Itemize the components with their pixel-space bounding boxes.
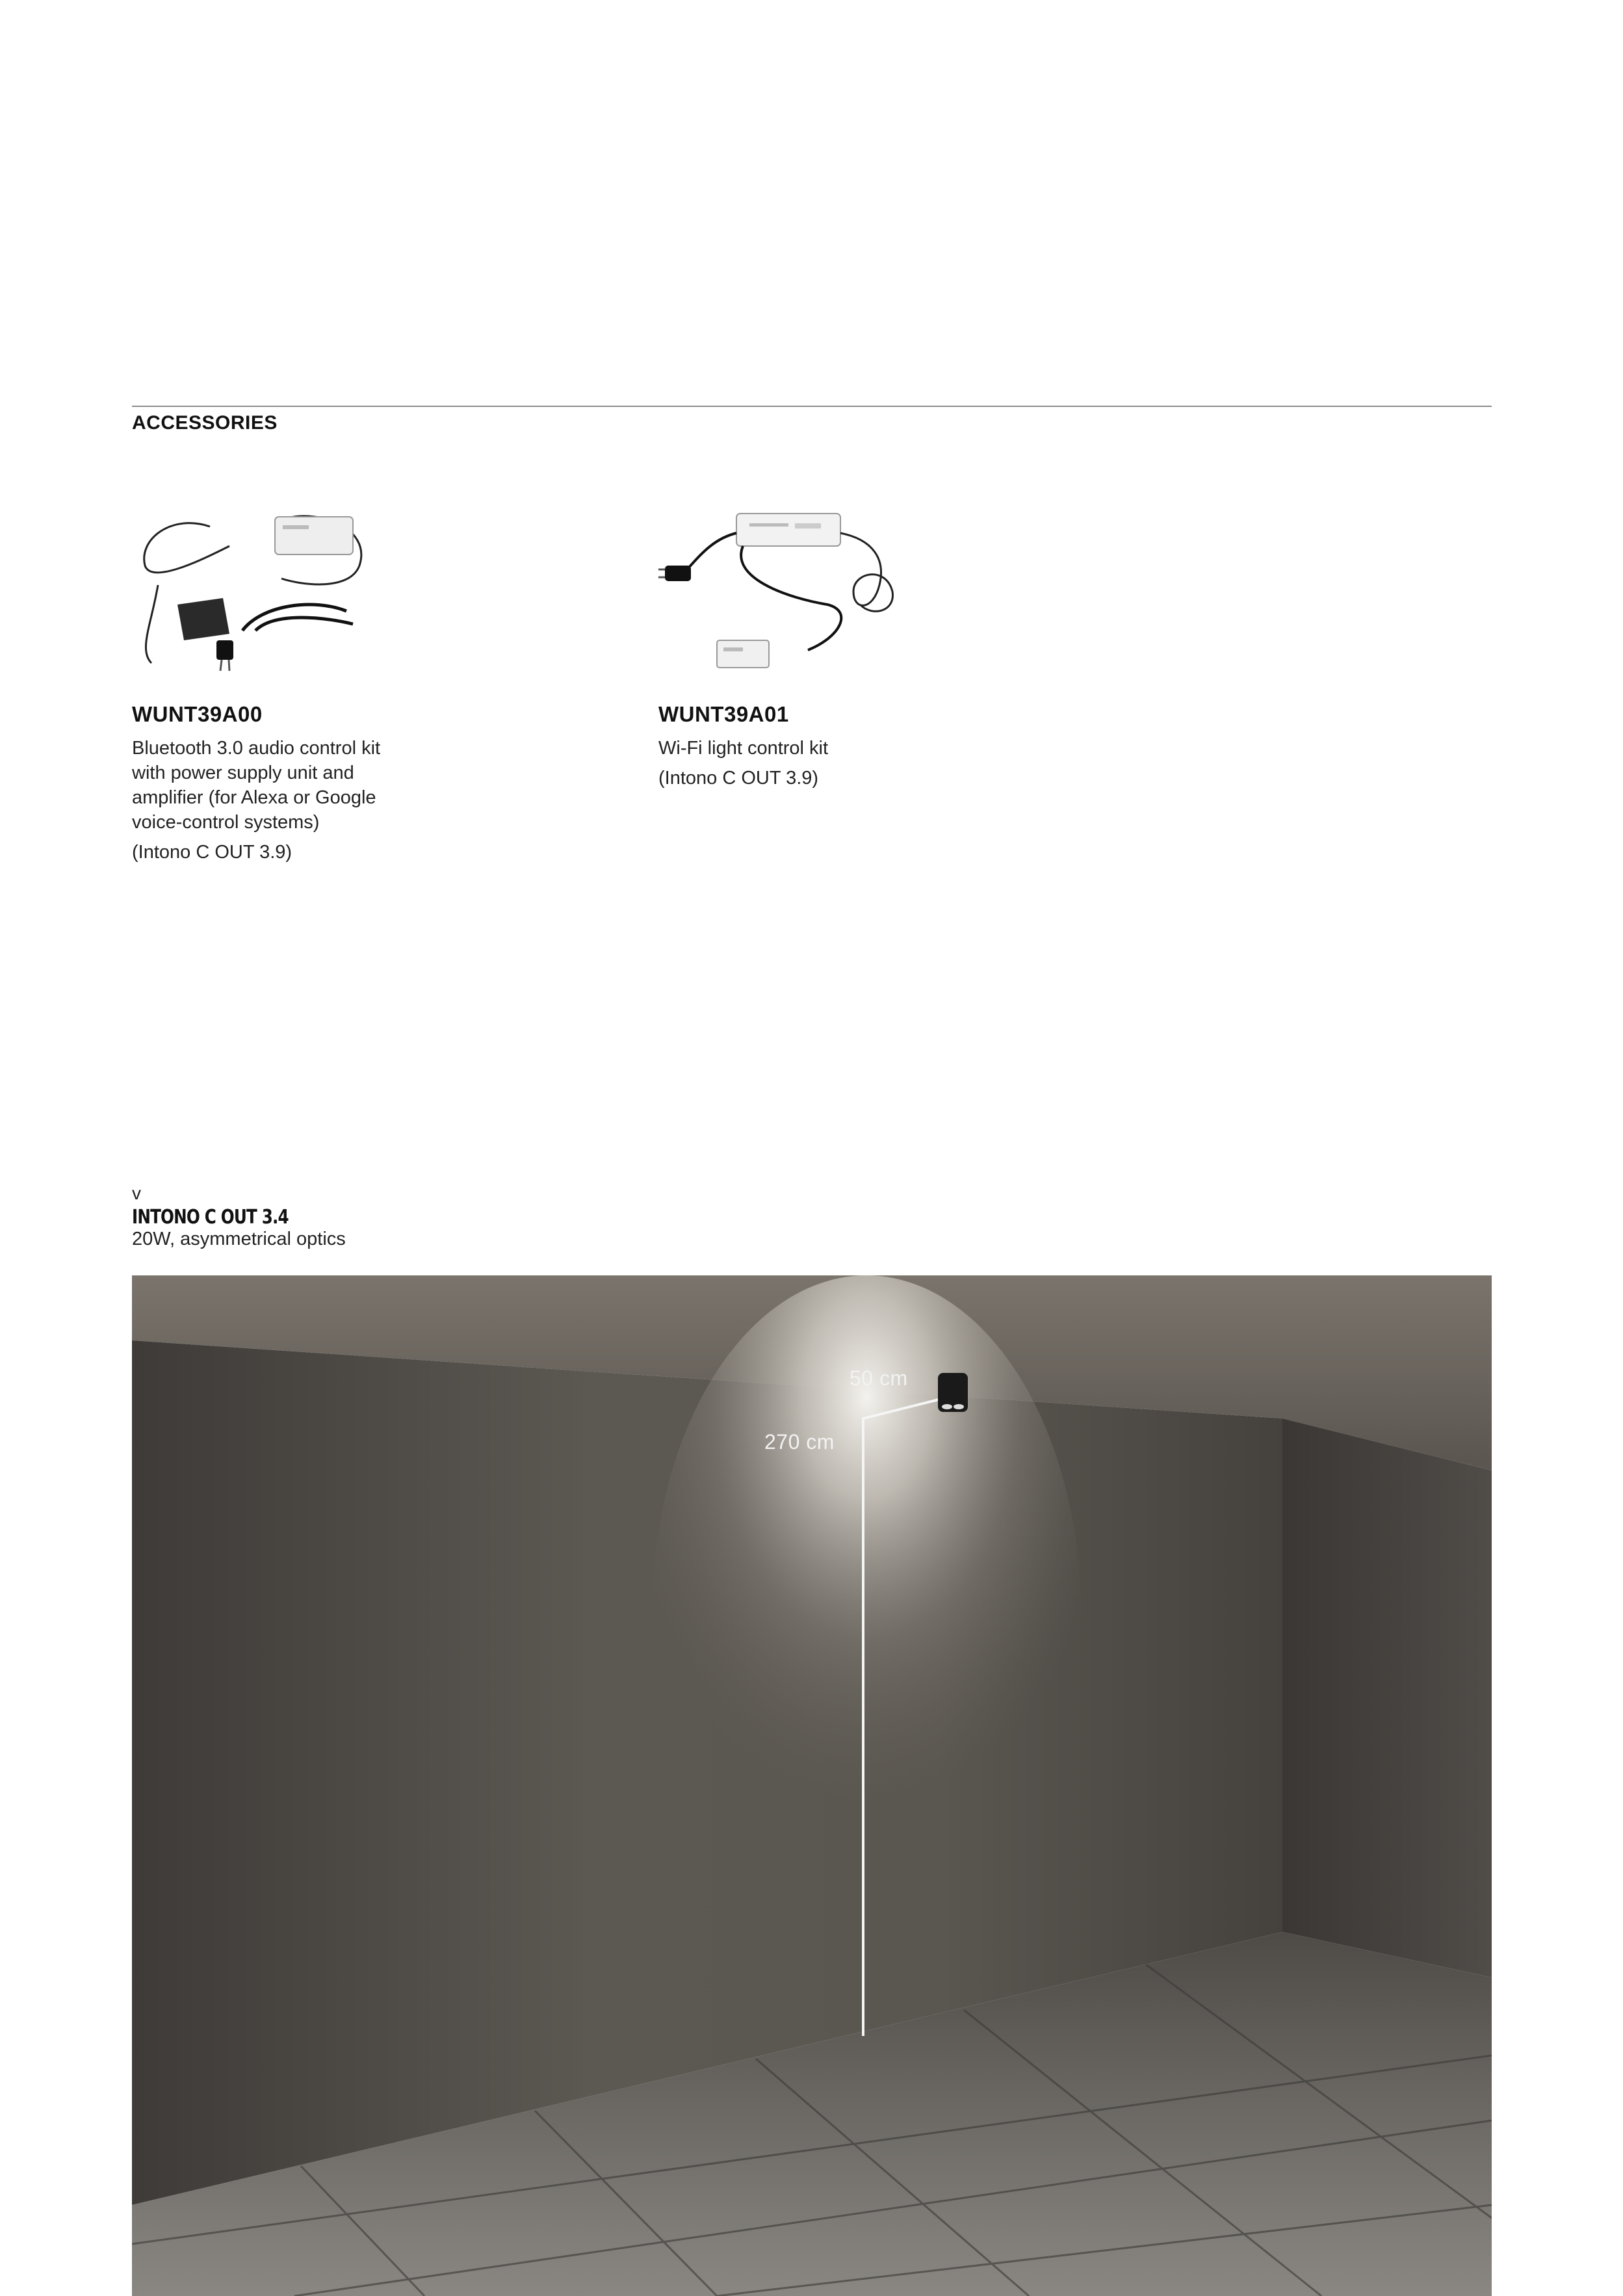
model-subtitle: 20W, asymmetrical optics [132,1229,346,1249]
product-note: (Intono C OUT 3.9) [658,768,819,789]
product-code: WUNT39A00 [132,702,263,726]
scene-illustration [132,1275,1492,2296]
chevron-down-icon: v [132,1183,141,1203]
height-label: 270 cm [764,1430,835,1454]
product-card [132,501,431,865]
wifi-kit-photo [658,501,905,683]
installation-scene [132,1275,1492,2296]
section-divider [132,406,1492,407]
model-title: INTONO C OUT 3.4 [132,1206,289,1229]
product-description: Bluetooth 3.0 audio control kit with power supply unit and amplifier (for Alexa or Google voice-control systems) [132,738,381,833]
section-heading: ACCESSORIES [132,412,278,434]
product-card [658,501,957,790]
audio-kit-photo [132,501,379,683]
product-note: (Intono C OUT 3.9) [132,842,292,863]
product-description: Wi-Fi light control kit [658,738,829,759]
product-code: WUNT39A01 [658,702,789,726]
distance-label: 50 cm [850,1366,908,1390]
